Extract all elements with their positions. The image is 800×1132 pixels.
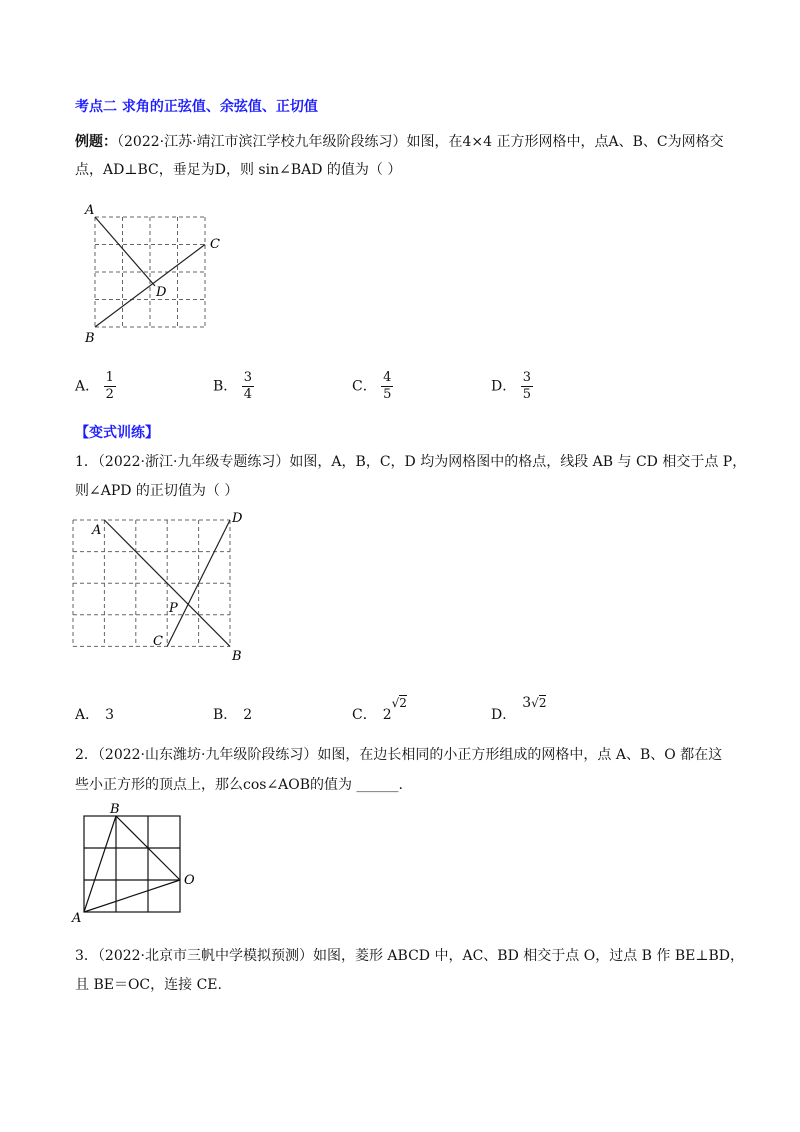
- point-p-label: P: [169, 601, 178, 616]
- point-b-label: B: [85, 331, 95, 346]
- q2-grid-figure: [68, 800, 208, 925]
- point-d-label: D: [232, 511, 243, 526]
- q1-option-a[interactable]: A． 3: [75, 707, 115, 723]
- point-b-label: B: [110, 802, 120, 817]
- variant-title: 【变式训练】: [75, 425, 159, 441]
- fraction: $\frac{4}{5}$: [383, 370, 392, 402]
- example-line-2: 点，AD⊥BC，垂足为D，则 sin∠BAD 的值为（ ）: [75, 162, 402, 178]
- segment-ab: [84, 816, 116, 912]
- q2-line-2: 些小正方形的顶点上，那么cos∠AOB的值为 ______.: [75, 777, 403, 793]
- point-c-label: C: [153, 634, 163, 649]
- point-a-label: A: [72, 911, 82, 925]
- section-title: 考点二 求角的正弦值、余弦值、正切值: [75, 99, 318, 115]
- fraction: $\frac{3}{4}$: [243, 370, 253, 402]
- fraction: $\frac{3}{5}$: [522, 370, 531, 402]
- segment-ad: [95, 217, 155, 286]
- radicand: 2: [538, 696, 547, 710]
- point-a-label: A: [92, 523, 102, 538]
- q3-line-1: 3．（2022·北京市三帆中学模拟预测）如图，菱形 ABCD 中，AC、BD 相交于点 O，过点 B 作 BE⊥BD，: [75, 948, 745, 964]
- q1-option-d[interactable]: D．3√2: [491, 695, 547, 723]
- q1-line-2: 则∠APD 的正切值为（ ）: [75, 483, 239, 499]
- segment-bc: [95, 245, 205, 328]
- point-b-label: B: [232, 649, 242, 663]
- point-o-label: O: [184, 873, 195, 888]
- example-option-c[interactable]: C． $\frac{4}{5}$: [352, 370, 392, 402]
- q1-grid-figure: [65, 508, 255, 663]
- point-d-label: D: [156, 285, 167, 300]
- segment-ao: [84, 880, 180, 912]
- q1-line-1: 1．（2022·浙江·九年级专题练习）如图，A，B，C，D 均为网格图中的格点，线段 AB 与 CD 相交于点 P，: [75, 454, 747, 470]
- example-label: 例题：: [75, 134, 117, 150]
- q2-line-1: 2．（2022·山东潍坊·九年级阶段练习）如图，在边长相同的小正方形组成的网格中，点 A、B、O 都在这: [75, 747, 723, 763]
- example-option-a[interactable]: A． $\frac{1}{2}$: [75, 370, 114, 402]
- point-c-label: C: [210, 237, 220, 252]
- q1-option-b[interactable]: B． 2: [213, 707, 253, 723]
- example-line-1: [75, 132, 724, 152]
- q3-line-2: 且 BE＝OC，连接 CE.: [75, 977, 222, 993]
- example-option-d[interactable]: D． $\frac{3}{5}$: [491, 370, 531, 402]
- example-grid-figure: [80, 200, 240, 350]
- fraction: $\frac{1}{2}$: [105, 370, 114, 402]
- radicand: 2: [399, 696, 407, 710]
- example-text-1: （2022·江苏·靖江市滨江学校九年级阶段练习）如图，在4×4 正方形网格中，点A、B、C为网格交: [117, 134, 724, 150]
- point-a-label: A: [85, 203, 95, 218]
- q1-option-c[interactable]: C． 2√2: [352, 696, 407, 723]
- example-option-b[interactable]: B． $\frac{3}{4}$: [213, 370, 253, 402]
